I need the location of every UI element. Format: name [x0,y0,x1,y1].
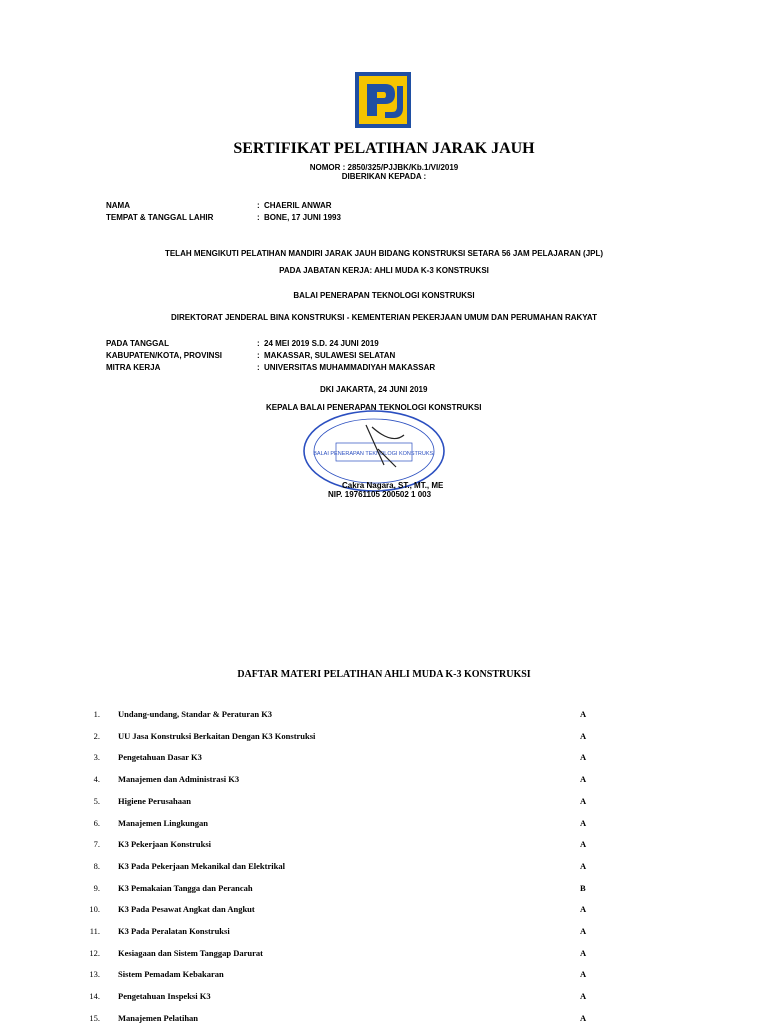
material-row [0,1013,768,1027]
material-grade: A [580,947,587,958]
material-grade: A [580,817,587,828]
material-name: Manajemen Pelatihan [118,1012,199,1023]
material-grade: A [580,991,587,1002]
material-number: 13. [89,969,100,980]
given-to-label: DIBERIKAN KEPADA : [341,172,427,181]
birth-label: TEMPAT & TANGGAL LAHIR [106,213,214,222]
organization-line-1: BALAI PENERAPAN TEKNOLOGI KONSTRUKSI [293,291,475,300]
material-name: Sistem Pemadam Kebakaran [118,969,224,980]
material-row [0,796,768,810]
material-name: Pengetahuan Dasar K3 [118,752,202,763]
material-number: 10. [89,904,100,915]
statement-line-2: PADA JABATAN KERJA: AHLI MUDA K-3 KONSTRUKSI [279,266,489,275]
material-row [0,948,768,962]
material-grade: A [580,752,587,763]
material-row [0,839,768,853]
material-name: K3 Pada Pekerjaan Mekanikal dan Elektrikal [118,860,285,871]
signer-nip: NIP. 19761105 200502 1 003 [328,490,432,499]
signer-name: Cakra Nagara, ST., MT., ME [342,481,444,490]
birth-separator: : [257,213,260,222]
material-grade: B [580,882,586,893]
material-number: 9. [93,882,100,893]
materials-title: DAFTAR MATERI PELATIHAN AHLI MUDA K-3 KONSTRUKSI [237,669,531,680]
material-grade: A [580,860,587,871]
stamp-text: BALAI PENERAPAN TEKNOLOGI KONSTRUKSI [313,451,435,457]
material-row [0,926,768,940]
material-number: 1. [93,709,100,719]
material-name: K3 Pada Pesawat Angkat dan Angkut [118,904,255,915]
material-grade: A [580,774,587,785]
material-grade: A [580,795,587,806]
location-separator: : [257,351,260,360]
material-grade: A [580,709,587,719]
pupr-logo [355,72,411,128]
material-row [0,883,768,897]
material-name: Higiene Perusahaan [118,795,191,806]
certificate-number: NOMOR : 2850/325/PJJBK/Kb.1/VI/2019 [309,163,459,172]
signature-place-date: DKI JAKARTA, 24 JUNI 2019 [320,385,428,394]
official-stamp [300,405,448,493]
date-label: PADA TANGGAL [106,339,169,348]
material-number: 15. [89,1012,100,1023]
organization-line-2: DIREKTORAT JENDERAL BINA KONSTRUKSI - KEMENTERIAN PEKERJAAN UMUM DAN PERUMAHAN RAKYAT [171,313,597,322]
material-name: K3 Pada Peralatan Konstruksi [118,926,230,936]
statement-line-1: TELAH MENGIKUTI PELATIHAN MANDIRI JARAK JAUH BIDANG KONSTRUKSI SETARA 56 JAM PELAJARAN (JPL) [164,249,604,258]
material-row [0,991,768,1005]
material-number: 2. [93,730,100,741]
partner-label: MITRA KERJA [106,363,161,372]
material-name: Manajemen dan Administrasi K3 [118,774,240,785]
material-number: 6. [93,817,100,828]
material-grade: A [580,926,587,936]
material-row [0,818,768,832]
name-label: NAMA [106,201,130,210]
material-row [0,774,768,788]
name-separator: : [257,201,260,210]
date-value: 24 MEI 2019 S.D. 24 JUNI 2019 [264,339,379,348]
material-name: Manajemen Lingkungan [118,817,208,828]
material-number: 8. [93,860,100,871]
material-name: K3 Pemakaian Tangga dan Perancah [118,882,253,893]
partner-separator: : [257,363,260,372]
material-grade: A [580,969,587,980]
material-row [0,904,768,918]
material-name: Pengetahuan Inspeksi K3 [118,991,211,1002]
material-name: Kesiagaan dan Sistem Tanggap Darurat [118,947,263,958]
material-number: 11. [89,926,100,936]
material-row [0,752,768,766]
material-grade: A [580,904,587,915]
certificate-title: SERTIFIKAT PELATIHAN JARAK JAUH [233,140,535,157]
material-grade: A [580,730,587,741]
location-value: MAKASSAR, SULAWESI SELATAN [264,351,396,360]
material-row [0,709,768,723]
material-grade: A [580,1012,587,1023]
material-number: 4. [93,774,100,785]
date-separator: : [257,339,260,348]
material-number: 7. [93,839,100,850]
material-row [0,969,768,983]
partner-value: UNIVERSITAS MUHAMMADIYAH MAKASSAR [264,363,436,372]
material-number: 3. [93,752,100,763]
material-name: K3 Pekerjaan Konstruksi [118,839,212,850]
birth-value: BONE, 17 JUNI 1993 [264,213,341,222]
name-value: CHAERIL ANWAR [264,201,332,210]
material-name: UU Jasa Konstruksi Berkaitan Dengan K3 Konstruksi [118,730,316,741]
material-number: 14. [89,991,100,1002]
location-label: KABUPATEN/KOTA, PROVINSI [106,351,223,360]
material-row [0,731,768,745]
material-name: Undang-undang, Standar & Peraturan K3 [118,709,273,719]
material-number: 12. [89,947,100,958]
material-grade: A [580,839,587,850]
material-number: 5. [93,795,100,806]
material-row [0,861,768,875]
signer-title: KEPALA BALAI PENERAPAN TEKNOLOGI KONSTRUKSI [266,403,482,412]
